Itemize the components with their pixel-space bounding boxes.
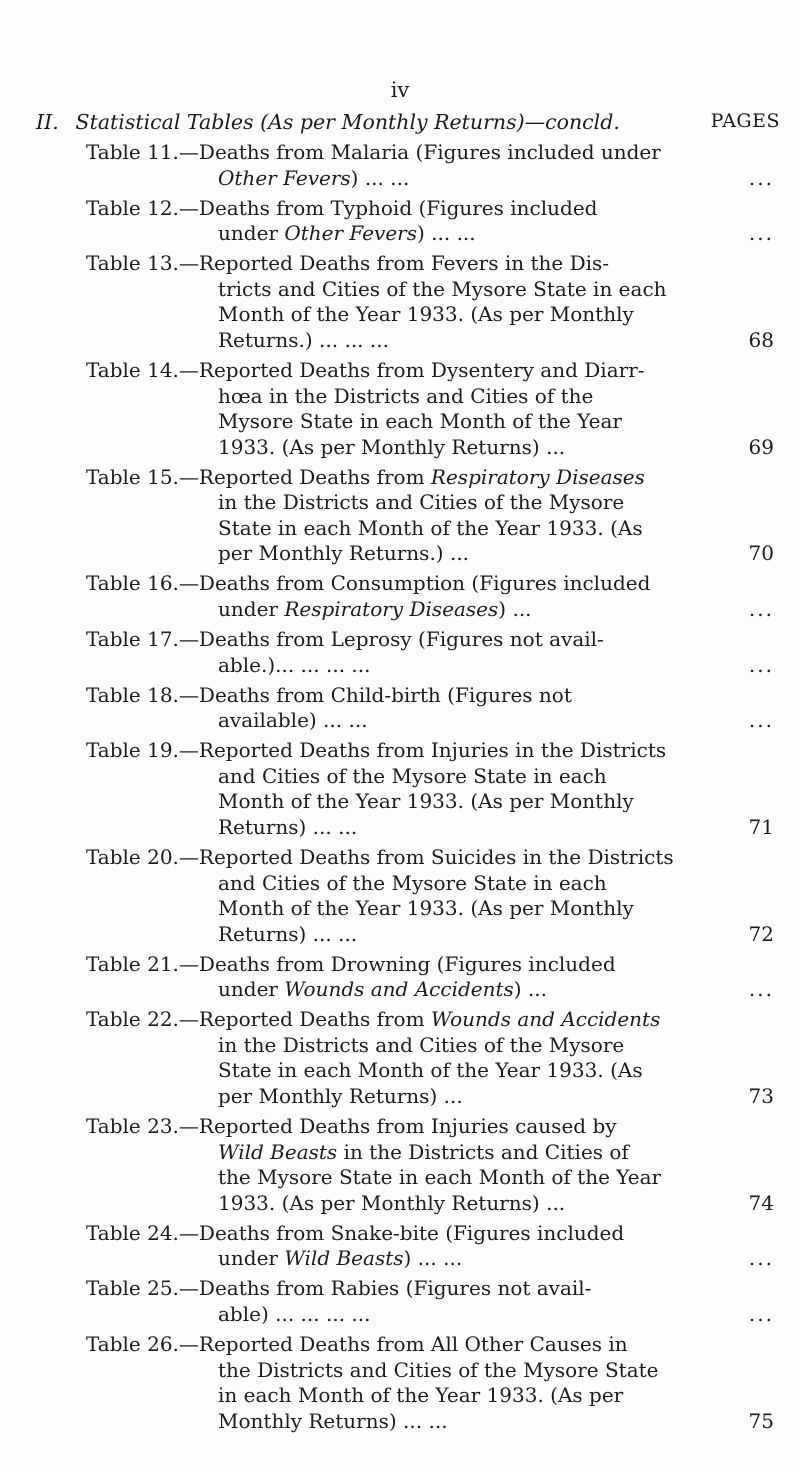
entry-title-line: Table 12.—Deaths from Typhoid (Figures included bbox=[86, 195, 598, 220]
toc-entry bbox=[0, 571, 800, 622]
toc-entry bbox=[0, 1007, 800, 1109]
toc-entry bbox=[0, 952, 800, 1003]
section-number: II. bbox=[36, 110, 59, 134]
entry-title-line: Table 26.—Reported Deaths from All Other Causes in bbox=[86, 1331, 628, 1356]
toc-entry bbox=[0, 140, 800, 191]
entry-page-number: ... bbox=[748, 652, 774, 677]
entry-title-line: Table 21.—Deaths from Drowning (Figures included bbox=[86, 951, 616, 976]
entry-title-line: Table 16.—Deaths from Consumption (Figures included bbox=[86, 571, 651, 596]
entry-title-line: Table 19.—Reported Deaths from Injuries in the Districts bbox=[86, 738, 667, 763]
entry-continuation-line: able.)... ... ... ... bbox=[218, 652, 371, 677]
toc-entry bbox=[0, 1276, 800, 1327]
entry-continuation-line: Month of the Year 1933. (As per Monthly bbox=[218, 789, 634, 814]
toc-entry bbox=[0, 845, 800, 947]
entry-page-number: ... bbox=[748, 597, 774, 622]
entry-title-line: Table 25.—Deaths from Rabies (Figures not avail- bbox=[86, 1276, 592, 1301]
pages-column-label: PAGES bbox=[710, 110, 780, 132]
entry-continuation-line: Returns.) ... ... ... bbox=[218, 327, 389, 352]
entry-continuation-line: State in each Month of the Year 1933. (As bbox=[218, 1058, 643, 1083]
entry-continuation-line: and Cities of the Mysore State in each bbox=[218, 763, 607, 788]
entry-continuation-line: the Districts and Cities of the Mysore State bbox=[218, 1357, 659, 1382]
toc-entry bbox=[0, 251, 800, 353]
entry-page-number: ... bbox=[748, 1246, 774, 1271]
toc-entry bbox=[0, 1221, 800, 1272]
entry-page-number: ... bbox=[748, 1302, 774, 1326]
toc-entry bbox=[0, 1332, 800, 1434]
toc-entry bbox=[0, 1114, 800, 1216]
entry-continuation-line: under Other Fevers) ... ... bbox=[218, 221, 476, 246]
entry-page-number: 75 bbox=[748, 1408, 774, 1433]
entry-title-line: Table 24.—Deaths from Snake-bite (Figures included bbox=[86, 1220, 625, 1245]
entry-continuation-line: Month of the Year 1933. (As per Monthly bbox=[218, 896, 634, 921]
table-of-contents bbox=[0, 140, 800, 1439]
entry-title-line: Table 23.—Reported Deaths from Injuries caused by bbox=[86, 1114, 617, 1139]
entry-continuation-line: Wild Beasts in the Districts and Cities of bbox=[218, 1139, 629, 1164]
entry-page-number: 71 bbox=[748, 814, 774, 839]
entry-continuation-line: available) ... ... bbox=[218, 708, 368, 733]
entry-page-number: ... bbox=[748, 165, 774, 190]
toc-entry bbox=[0, 683, 800, 734]
entry-continuation-line: in each Month of the Year 1933. (As per bbox=[218, 1383, 624, 1408]
entry-continuation-line: per Monthly Returns) ... bbox=[218, 1084, 463, 1109]
toc-entry bbox=[0, 196, 800, 247]
entry-continuation-line: tricts and Cities of the Mysore State in each bbox=[218, 276, 667, 301]
toc-entry bbox=[0, 738, 800, 840]
entry-continuation-line: 1933. (As per Monthly Returns) ... bbox=[218, 1190, 566, 1215]
entry-continuation-line: Returns) ... ... bbox=[218, 921, 358, 946]
entry-title-line: Table 22.—Reported Deaths from Wounds and Accidents bbox=[86, 1007, 661, 1032]
section-heading bbox=[36, 110, 780, 134]
entry-title-line: Table 15.—Reported Deaths from Respiratory Diseases bbox=[86, 464, 645, 489]
entry-continuation-line: able) ... ... ... ... bbox=[218, 1302, 371, 1326]
entry-continuation-line: the Mysore State in each Month of the Year bbox=[218, 1165, 662, 1190]
entry-title-line: Table 20.—Reported Deaths from Suicides in the Districts bbox=[86, 844, 674, 869]
entry-continuation-line: under Wounds and Accidents) ... bbox=[218, 977, 548, 1002]
entry-continuation-line: under Wild Beasts) ... ... bbox=[218, 1246, 463, 1271]
entry-page-number: 72 bbox=[748, 921, 774, 946]
page-folio: iv bbox=[390, 78, 410, 102]
entry-continuation-line: in the Districts and Cities of the Mysore bbox=[218, 1032, 625, 1057]
entry-continuation-line: in the Districts and Cities of the Mysore bbox=[218, 490, 625, 515]
entry-title-line: Table 13.—Reported Deaths from Fevers in the Dis- bbox=[86, 251, 610, 276]
entry-continuation-line: Returns) ... ... bbox=[218, 814, 358, 839]
entry-continuation-line: Monthly Returns) ... ... bbox=[218, 1408, 448, 1433]
entry-continuation-line: per Monthly Returns.) ... bbox=[218, 541, 470, 566]
entry-continuation-line: Mysore State in each Month of the Year bbox=[218, 409, 622, 434]
section-title: Statistical Tables (As per Monthly Returns)—concld. bbox=[75, 110, 620, 134]
entry-page-number: 70 bbox=[748, 541, 774, 566]
entry-title-line: Table 14.—Reported Deaths from Dysentery and Diarr- bbox=[86, 357, 645, 382]
entry-continuation-line: and Cities of the Mysore State in each bbox=[218, 870, 607, 895]
entry-continuation-line: Other Fevers) ... ... bbox=[218, 165, 410, 190]
entry-continuation-line: under Respiratory Diseases) ... bbox=[218, 597, 532, 622]
entry-page-number: 68 bbox=[748, 327, 774, 352]
entry-page-number: ... bbox=[748, 977, 774, 1002]
entry-continuation-line: State in each Month of the Year 1933. (As bbox=[218, 515, 643, 540]
toc-entry bbox=[0, 358, 800, 460]
entry-page-number: ... bbox=[748, 708, 774, 733]
entry-continuation-line: Month of the Year 1933. (As per Monthly bbox=[218, 302, 634, 327]
entry-title-line: Table 17.—Deaths from Leprosy (Figures not avail- bbox=[86, 627, 604, 652]
entry-page-number: 73 bbox=[748, 1084, 774, 1109]
entry-continuation-line: hœa in the Districts and Cities of the bbox=[218, 383, 594, 408]
entry-continuation-line: 1933. (As per Monthly Returns) ... bbox=[218, 434, 566, 459]
entry-page-number: ... bbox=[748, 221, 774, 246]
toc-entry bbox=[0, 627, 800, 678]
entry-page-number: 74 bbox=[748, 1190, 774, 1215]
entry-title-line: Table 18.—Deaths from Child-birth (Figures not bbox=[86, 682, 572, 707]
toc-entry bbox=[0, 465, 800, 567]
entry-page-number: 69 bbox=[748, 434, 774, 459]
entry-title-line: Table 11.—Deaths from Malaria (Figures included under bbox=[86, 140, 661, 164]
